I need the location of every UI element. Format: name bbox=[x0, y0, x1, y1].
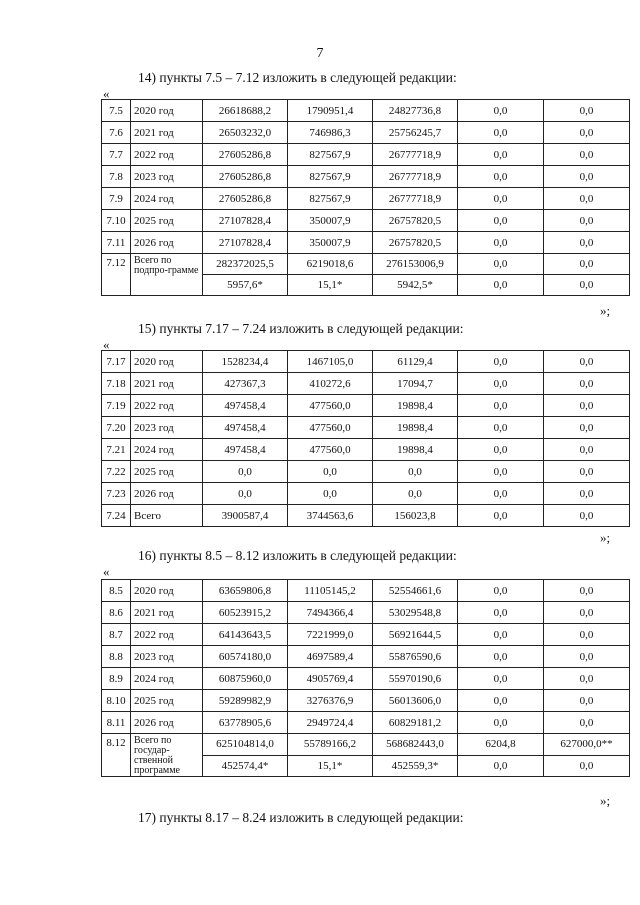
value-cell: 60875960,0 bbox=[203, 668, 288, 690]
value-cell: 497458,4 bbox=[203, 439, 288, 461]
value-cell: 6219018,6 bbox=[288, 254, 373, 275]
row-period: 2020 год bbox=[131, 351, 203, 373]
total-label: Всего по подпро-грамме bbox=[131, 254, 203, 296]
value-cell: 27107828,4 bbox=[203, 232, 288, 254]
value-cell: 0,0 bbox=[458, 690, 544, 712]
value-cell: 0,0 bbox=[458, 166, 544, 188]
value-cell: 1467105,0 bbox=[288, 351, 373, 373]
value-cell: 5957,6* bbox=[203, 275, 288, 296]
total-row bbox=[102, 254, 630, 275]
row-index: 7.8 bbox=[102, 166, 131, 188]
value-cell: 53029548,8 bbox=[373, 602, 458, 624]
value-cell: 497458,4 bbox=[203, 417, 288, 439]
total-row bbox=[102, 734, 630, 756]
row-period: 2023 год bbox=[131, 417, 203, 439]
value-cell: 0,0 bbox=[458, 483, 544, 505]
value-cell: 0,0 bbox=[544, 417, 630, 439]
value-cell: 0,0 bbox=[458, 254, 544, 275]
row-index: 8.8 bbox=[102, 646, 131, 668]
table-row bbox=[102, 668, 630, 690]
value-cell: 0,0 bbox=[458, 602, 544, 624]
value-cell: 0,0 bbox=[458, 188, 544, 210]
row-index: 7.6 bbox=[102, 122, 131, 144]
value-cell: 0,0 bbox=[203, 461, 288, 483]
value-cell: 0,0 bbox=[458, 417, 544, 439]
value-cell: 477560,0 bbox=[288, 417, 373, 439]
value-cell: 0,0 bbox=[544, 690, 630, 712]
value-cell: 6204,8 bbox=[458, 734, 544, 756]
row-index: 8.6 bbox=[102, 602, 131, 624]
value-cell: 1528234,4 bbox=[203, 351, 288, 373]
row-period: 2022 год bbox=[131, 144, 203, 166]
table-row bbox=[102, 624, 630, 646]
table-row bbox=[102, 395, 630, 417]
value-cell: 0,0 bbox=[544, 755, 630, 777]
value-cell: 4905769,4 bbox=[288, 668, 373, 690]
value-cell: 55876590,6 bbox=[373, 646, 458, 668]
row-index: 7.7 bbox=[102, 144, 131, 166]
value-cell: 0,0 bbox=[544, 122, 630, 144]
row-period: 2024 год bbox=[131, 668, 203, 690]
row-index: 7.22 bbox=[102, 461, 131, 483]
value-cell: 0,0 bbox=[373, 483, 458, 505]
value-cell: 0,0 bbox=[458, 439, 544, 461]
value-cell: 0,0 bbox=[288, 461, 373, 483]
row-index: 7.19 bbox=[102, 395, 131, 417]
value-cell: 0,0 bbox=[544, 505, 630, 527]
row-period: 2020 год bbox=[131, 100, 203, 122]
value-cell: 19898,4 bbox=[373, 395, 458, 417]
value-cell: 0,0 bbox=[458, 755, 544, 777]
value-cell: 0,0 bbox=[544, 254, 630, 275]
table-row bbox=[102, 461, 630, 483]
row-index: 8.5 bbox=[102, 580, 131, 602]
value-cell: 26757820,5 bbox=[373, 232, 458, 254]
row-period: 2026 год bbox=[131, 483, 203, 505]
row-period: 2024 год bbox=[131, 188, 203, 210]
table-section-15 bbox=[101, 350, 630, 527]
table-row bbox=[102, 439, 630, 461]
row-index: 7.18 bbox=[102, 373, 131, 395]
value-cell: 52554661,6 bbox=[373, 580, 458, 602]
value-cell: 0,0 bbox=[458, 122, 544, 144]
value-cell: 827567,9 bbox=[288, 188, 373, 210]
value-cell: 60574180,0 bbox=[203, 646, 288, 668]
table-row bbox=[102, 373, 630, 395]
table-section-14 bbox=[101, 99, 630, 296]
row-period: 2021 год bbox=[131, 122, 203, 144]
value-cell: 625104814,0 bbox=[203, 734, 288, 756]
table-row bbox=[102, 122, 630, 144]
value-cell: 0,0 bbox=[288, 483, 373, 505]
table-row bbox=[102, 417, 630, 439]
section-heading-15: 15) пункты 7.17 – 7.24 изложить в следующей редакции: bbox=[138, 321, 464, 336]
value-cell: 0,0 bbox=[544, 461, 630, 483]
value-cell: 0,0 bbox=[544, 351, 630, 373]
quote-close: »; bbox=[600, 303, 611, 318]
value-cell: 452574,4* bbox=[203, 755, 288, 777]
row-index: 7.10 bbox=[102, 210, 131, 232]
table-row bbox=[102, 144, 630, 166]
value-cell: 17094,7 bbox=[373, 373, 458, 395]
table-row bbox=[102, 232, 630, 254]
value-cell: 26777718,9 bbox=[373, 188, 458, 210]
table-row bbox=[102, 188, 630, 210]
value-cell: 0,0 bbox=[544, 166, 630, 188]
table-row bbox=[102, 602, 630, 624]
value-cell: 19898,4 bbox=[373, 417, 458, 439]
value-cell: 0,0 bbox=[544, 668, 630, 690]
value-cell: 25756245,7 bbox=[373, 122, 458, 144]
value-cell: 0,0 bbox=[544, 646, 630, 668]
value-cell: 827567,9 bbox=[288, 166, 373, 188]
value-cell: 427367,3 bbox=[203, 373, 288, 395]
row-period: 2021 год bbox=[131, 373, 203, 395]
row-index: 8.9 bbox=[102, 668, 131, 690]
value-cell: 282372025,5 bbox=[203, 254, 288, 275]
value-cell: 3900587,4 bbox=[203, 505, 288, 527]
row-period: 2023 год bbox=[131, 646, 203, 668]
table-row bbox=[102, 712, 630, 734]
value-cell: 452559,3* bbox=[373, 755, 458, 777]
value-cell: 627000,0** bbox=[544, 734, 630, 756]
value-cell: 61129,4 bbox=[373, 351, 458, 373]
value-cell: 0,0 bbox=[458, 461, 544, 483]
row-index: 7.23 bbox=[102, 483, 131, 505]
value-cell: 827567,9 bbox=[288, 144, 373, 166]
table-row bbox=[102, 351, 630, 373]
row-period: 2023 год bbox=[131, 166, 203, 188]
quote-open: « bbox=[103, 564, 110, 579]
section-heading-17: 17) пункты 8.17 – 8.24 изложить в следующей редакции: bbox=[138, 810, 464, 825]
row-period: 2026 год bbox=[131, 712, 203, 734]
quote-open: « bbox=[103, 86, 110, 101]
row-index: 7.17 bbox=[102, 351, 131, 373]
value-cell: 0,0 bbox=[458, 100, 544, 122]
value-cell: 26777718,9 bbox=[373, 144, 458, 166]
row-period: Всего bbox=[131, 505, 203, 527]
row-index: 7.20 bbox=[102, 417, 131, 439]
value-cell: 0,0 bbox=[544, 188, 630, 210]
value-cell: 60829181,2 bbox=[373, 712, 458, 734]
value-cell: 0,0 bbox=[458, 373, 544, 395]
row-index: 7.9 bbox=[102, 188, 131, 210]
value-cell: 0,0 bbox=[458, 505, 544, 527]
value-cell: 0,0 bbox=[544, 232, 630, 254]
value-cell: 0,0 bbox=[458, 646, 544, 668]
value-cell: 0,0 bbox=[544, 144, 630, 166]
value-cell: 477560,0 bbox=[288, 439, 373, 461]
value-cell: 746986,3 bbox=[288, 122, 373, 144]
value-cell: 27605286,8 bbox=[203, 166, 288, 188]
section-heading-14: 14) пункты 7.5 – 7.12 изложить в следующей редакции: bbox=[138, 70, 457, 85]
value-cell: 276153006,9 bbox=[373, 254, 458, 275]
value-cell: 64143643,5 bbox=[203, 624, 288, 646]
row-index: 7.24 bbox=[102, 505, 131, 527]
value-cell: 24827736,8 bbox=[373, 100, 458, 122]
value-cell: 15,1* bbox=[288, 755, 373, 777]
value-cell: 60523915,2 bbox=[203, 602, 288, 624]
value-cell: 26503232,0 bbox=[203, 122, 288, 144]
value-cell: 0,0 bbox=[458, 232, 544, 254]
row-period: 2025 год bbox=[131, 210, 203, 232]
row-index: 8.11 bbox=[102, 712, 131, 734]
value-cell: 55970190,6 bbox=[373, 668, 458, 690]
row-period: 2021 год bbox=[131, 602, 203, 624]
value-cell: 27605286,8 bbox=[203, 144, 288, 166]
value-cell: 156023,8 bbox=[373, 505, 458, 527]
value-cell: 0,0 bbox=[203, 483, 288, 505]
value-cell: 59289982,9 bbox=[203, 690, 288, 712]
row-period: 2020 год bbox=[131, 580, 203, 602]
value-cell: 0,0 bbox=[458, 275, 544, 296]
value-cell: 0,0 bbox=[458, 668, 544, 690]
value-cell: 0,0 bbox=[458, 144, 544, 166]
value-cell: 63778905,6 bbox=[203, 712, 288, 734]
value-cell: 56013606,0 bbox=[373, 690, 458, 712]
value-cell: 11105145,2 bbox=[288, 580, 373, 602]
value-cell: 0,0 bbox=[458, 395, 544, 417]
section-heading-16: 16) пункты 8.5 – 8.12 изложить в следующей редакции: bbox=[138, 548, 457, 563]
value-cell: 27107828,4 bbox=[203, 210, 288, 232]
value-cell: 2949724,4 bbox=[288, 712, 373, 734]
value-cell: 19898,4 bbox=[373, 439, 458, 461]
value-cell: 0,0 bbox=[544, 100, 630, 122]
row-index: 8.12 bbox=[102, 734, 131, 777]
value-cell: 0,0 bbox=[544, 395, 630, 417]
value-cell: 0,0 bbox=[544, 624, 630, 646]
value-cell: 63659806,8 bbox=[203, 580, 288, 602]
row-period: 2024 год bbox=[131, 439, 203, 461]
value-cell: 15,1* bbox=[288, 275, 373, 296]
value-cell: 4697589,4 bbox=[288, 646, 373, 668]
row-index: 7.11 bbox=[102, 232, 131, 254]
value-cell: 3276376,9 bbox=[288, 690, 373, 712]
value-cell: 55789166,2 bbox=[288, 734, 373, 756]
value-cell: 0,0 bbox=[544, 373, 630, 395]
row-period: 2026 год bbox=[131, 232, 203, 254]
value-cell: 0,0 bbox=[458, 624, 544, 646]
value-cell: 0,0 bbox=[373, 461, 458, 483]
row-index: 7.12 bbox=[102, 254, 131, 296]
value-cell: 56921644,5 bbox=[373, 624, 458, 646]
value-cell: 0,0 bbox=[458, 351, 544, 373]
row-period: 2025 год bbox=[131, 690, 203, 712]
value-cell: 0,0 bbox=[544, 483, 630, 505]
value-cell: 5942,5* bbox=[373, 275, 458, 296]
table-section-16 bbox=[101, 579, 630, 777]
value-cell: 497458,4 bbox=[203, 395, 288, 417]
value-cell: 0,0 bbox=[458, 580, 544, 602]
value-cell: 3744563,6 bbox=[288, 505, 373, 527]
value-cell: 0,0 bbox=[544, 439, 630, 461]
value-cell: 0,0 bbox=[458, 210, 544, 232]
value-cell: 410272,6 bbox=[288, 373, 373, 395]
table-row bbox=[102, 166, 630, 188]
table-row bbox=[102, 690, 630, 712]
table-row bbox=[102, 646, 630, 668]
table-row bbox=[102, 505, 630, 527]
table-row bbox=[102, 100, 630, 122]
row-period: 2022 год bbox=[131, 395, 203, 417]
row-index: 8.10 bbox=[102, 690, 131, 712]
table-row bbox=[102, 210, 630, 232]
value-cell: 350007,9 bbox=[288, 210, 373, 232]
quote-close: »; bbox=[600, 793, 611, 808]
value-cell: 0,0 bbox=[544, 602, 630, 624]
row-period: 2022 год bbox=[131, 624, 203, 646]
value-cell: 0,0 bbox=[544, 275, 630, 296]
value-cell: 350007,9 bbox=[288, 232, 373, 254]
page-number: 7 bbox=[316, 46, 324, 61]
quote-open: « bbox=[103, 337, 110, 352]
value-cell: 27605286,8 bbox=[203, 188, 288, 210]
value-cell: 568682443,0 bbox=[373, 734, 458, 756]
table-row bbox=[102, 580, 630, 602]
value-cell: 7494366,4 bbox=[288, 602, 373, 624]
value-cell: 26757820,5 bbox=[373, 210, 458, 232]
value-cell: 1790951,4 bbox=[288, 100, 373, 122]
value-cell: 26618688,2 bbox=[203, 100, 288, 122]
row-index: 7.21 bbox=[102, 439, 131, 461]
value-cell: 0,0 bbox=[544, 712, 630, 734]
value-cell: 0,0 bbox=[544, 580, 630, 602]
row-period: 2025 год bbox=[131, 461, 203, 483]
value-cell: 26777718,9 bbox=[373, 166, 458, 188]
table-row bbox=[102, 483, 630, 505]
row-index: 8.7 bbox=[102, 624, 131, 646]
value-cell: 477560,0 bbox=[288, 395, 373, 417]
value-cell: 0,0 bbox=[544, 210, 630, 232]
row-index: 7.5 bbox=[102, 100, 131, 122]
quote-close: »; bbox=[600, 530, 611, 545]
total-label: Всего по государ-ственной программе bbox=[131, 734, 203, 777]
value-cell: 7221999,0 bbox=[288, 624, 373, 646]
value-cell: 0,0 bbox=[458, 712, 544, 734]
